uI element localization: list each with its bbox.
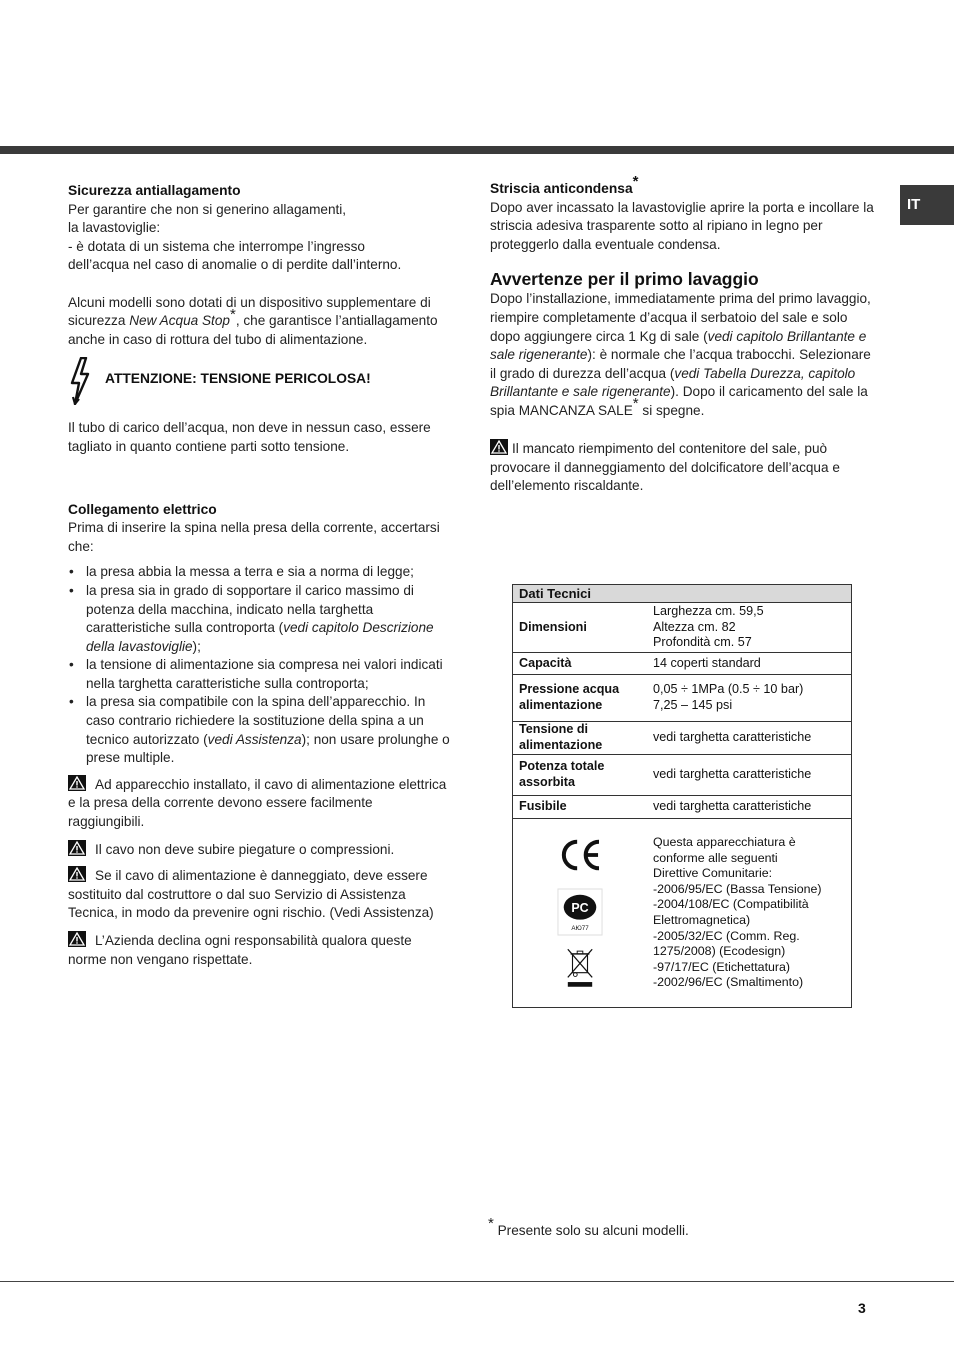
electric-warning-4: L’Azienda declina ogni responsabilità qualora queste norme non vengano rispettate.: [68, 933, 412, 967]
right-column: [490, 173, 878, 496]
table-label: Capacità: [513, 653, 648, 675]
table-row: [513, 819, 852, 1008]
svg-text:PC: PC: [571, 901, 589, 915]
strip-title: Striscia anticondensa*: [490, 173, 639, 196]
warning-triangle-icon: [68, 866, 86, 882]
table-label: Pressione acqua alimentazione: [513, 675, 648, 722]
flood-line-1: Per garantire che non si generino allagamenti,: [68, 201, 347, 217]
flood-line-4: dell’acqua nel caso di anomalie o di perdite dall’interno.: [68, 257, 402, 273]
ce-mark-icon: [556, 836, 604, 874]
voltage-warning-title: ATTENZIONE: TENSIONE PERICOLOSA!: [105, 371, 371, 387]
flood-paragraph-2: Alcuni modelli sono dotati di un dispositivo supplementare di sicurezza New Acqua Stop*, che garantisce l’antiallagamento anche in caso di rottura del tubo di alimentazione.: [68, 294, 438, 347]
first-wash-title: Avvertenze per il primo lavaggio: [490, 269, 759, 290]
technical-data-table: [512, 584, 852, 1008]
table-value: vedi targhetta caratteristiche: [647, 722, 852, 755]
table-row: [513, 675, 852, 722]
table-value: 14 coperti standard: [647, 653, 852, 675]
table-row: [513, 722, 852, 755]
salt-warning: Il mancato riempimento del contenitore del sale, può provocare il danneggiamento del dolcificatore dell’acqua e dell’elemento riscaldante.: [490, 441, 840, 494]
left-column: [68, 182, 450, 969]
table-label: Potenza totale assorbita: [513, 755, 648, 796]
weee-bin-icon: [565, 946, 595, 990]
warning-triangle-icon: [68, 775, 86, 791]
electric-warning-3: Se il cavo di alimentazione è danneggiato, deve essere sostituito dal costruttore o dal suo Servizio di Assistenza Tecnica, in modo da prevenire ogni rischio. (Vedi Assistenza): [68, 868, 434, 921]
table-row: [513, 796, 852, 819]
list-item: • la tensione di alimentazione sia compresa nei valori indicati nella targhetta caratteristiche sulla controporta;: [68, 656, 450, 693]
voltage-warning-header: [68, 355, 450, 407]
language-tab: IT: [900, 185, 954, 225]
voltage-warning-text: Il tubo di carico dell’acqua, non deve in nessun caso, essere tagliato in quanto contiene parti sotto tensione.: [68, 420, 431, 454]
warning-triangle-icon: [68, 931, 86, 947]
list-item: • la presa sia compatibile con la spina dell’apparecchio. In caso contrario richiedere la sostituzione della spina a un tecnico autorizzato (vedi Assistenza); non usare prolunghe o prese multiple.: [68, 693, 450, 767]
flood-title: Sicurezza antiallagamento: [68, 183, 241, 198]
table-row: [513, 603, 852, 653]
pct-mark-icon: [557, 888, 603, 936]
electric-title: Collegamento elettrico: [68, 501, 217, 517]
bottom-rule: [0, 1281, 954, 1282]
first-wash-text: Dopo l’installazione, immediatamente prima del primo lavaggio, riempire completamente d’acqua il serbatoio del sale e solo dopo aggiungere circa 1 Kg di sale (vedi capitolo Brillantante e sale rigenerante): è normale che l’acqua trabocchi. Selezionare il grado di durezza dell’acqua (vedi Tabella Durezza, capitolo Brillantante e sale rigenerante). Dopo il caricamento del sale la spia MANCANZA SALE* si spegne.: [490, 291, 871, 418]
table-row: [513, 755, 852, 796]
table-label: Dimensioni: [513, 603, 648, 653]
svg-text:АЮ77: АЮ77: [571, 925, 589, 933]
table-value: vedi targhetta caratteristiche: [647, 796, 852, 819]
table-value: 0,05 ÷ 1MPa (0.5 ÷ 10 bar) 7,25 – 145 psi: [647, 675, 852, 722]
flood-line-3: - è dotata di un sistema che interrompe l’ingresso: [68, 238, 365, 254]
warning-triangle-icon: [68, 840, 86, 856]
table-label: Fusibile: [513, 796, 648, 819]
electric-warning-2: Il cavo non deve subire piegature o compressioni.: [68, 840, 450, 860]
certification-marks: [513, 819, 648, 1008]
table-label: Tensione di alimentazione: [513, 722, 648, 755]
table-row: [513, 653, 852, 675]
page-number: 3: [858, 1300, 866, 1316]
table-value: Larghezza cm. 59,5 Altezza cm. 82 Profondità cm. 57: [647, 603, 852, 653]
electric-intro: Prima di inserire la spina nella presa della corrente, accertarsi che:: [68, 520, 440, 554]
top-rule: [0, 146, 954, 154]
table-header: Dati Tecnici: [513, 585, 852, 603]
list-item: • la presa sia in grado di sopportare il carico massimo di potenza della macchina, indicato nella targhetta caratteristiche sulla controporta (vedi capitolo Descrizione della lavastoviglie);: [68, 582, 450, 656]
electric-warning-1: Ad apparecchio installato, il cavo di alimentazione elettrica e la presa della corrente devono essere facilmente raggiungibili.: [68, 776, 447, 830]
table-value: vedi targhetta caratteristiche: [647, 755, 852, 796]
electric-checklist: [68, 563, 450, 768]
directives-list: Questa apparecchiatura è conforme alle seguenti Direttive Comunitarie: -2006/95/EC (Bassa Tensione) -2004/108/EC (Compatibilità Elettromagnetica) -2005/32/EC (Comm. Reg. 1275/2008) (Ecodesign) -97/17/EC (Etichettatura) -2002/96/EC (Smaltimento): [647, 819, 852, 1008]
strip-text: Dopo aver incassato la lavastoviglie aprire la porta e incollare la striscia adesiva trasparente sotto al ripiano in legno per proteggerlo dalla eventuale condensa.: [490, 199, 874, 252]
footnote: * Presente solo su alcuni modelli.: [488, 1215, 689, 1238]
lightning-icon: [68, 357, 92, 405]
warning-triangle-icon: [490, 439, 508, 455]
flood-line-2: la lavastoviglie:: [68, 220, 161, 236]
list-item: • la presa abbia la messa a terra e sia a norma di legge;: [68, 563, 450, 582]
